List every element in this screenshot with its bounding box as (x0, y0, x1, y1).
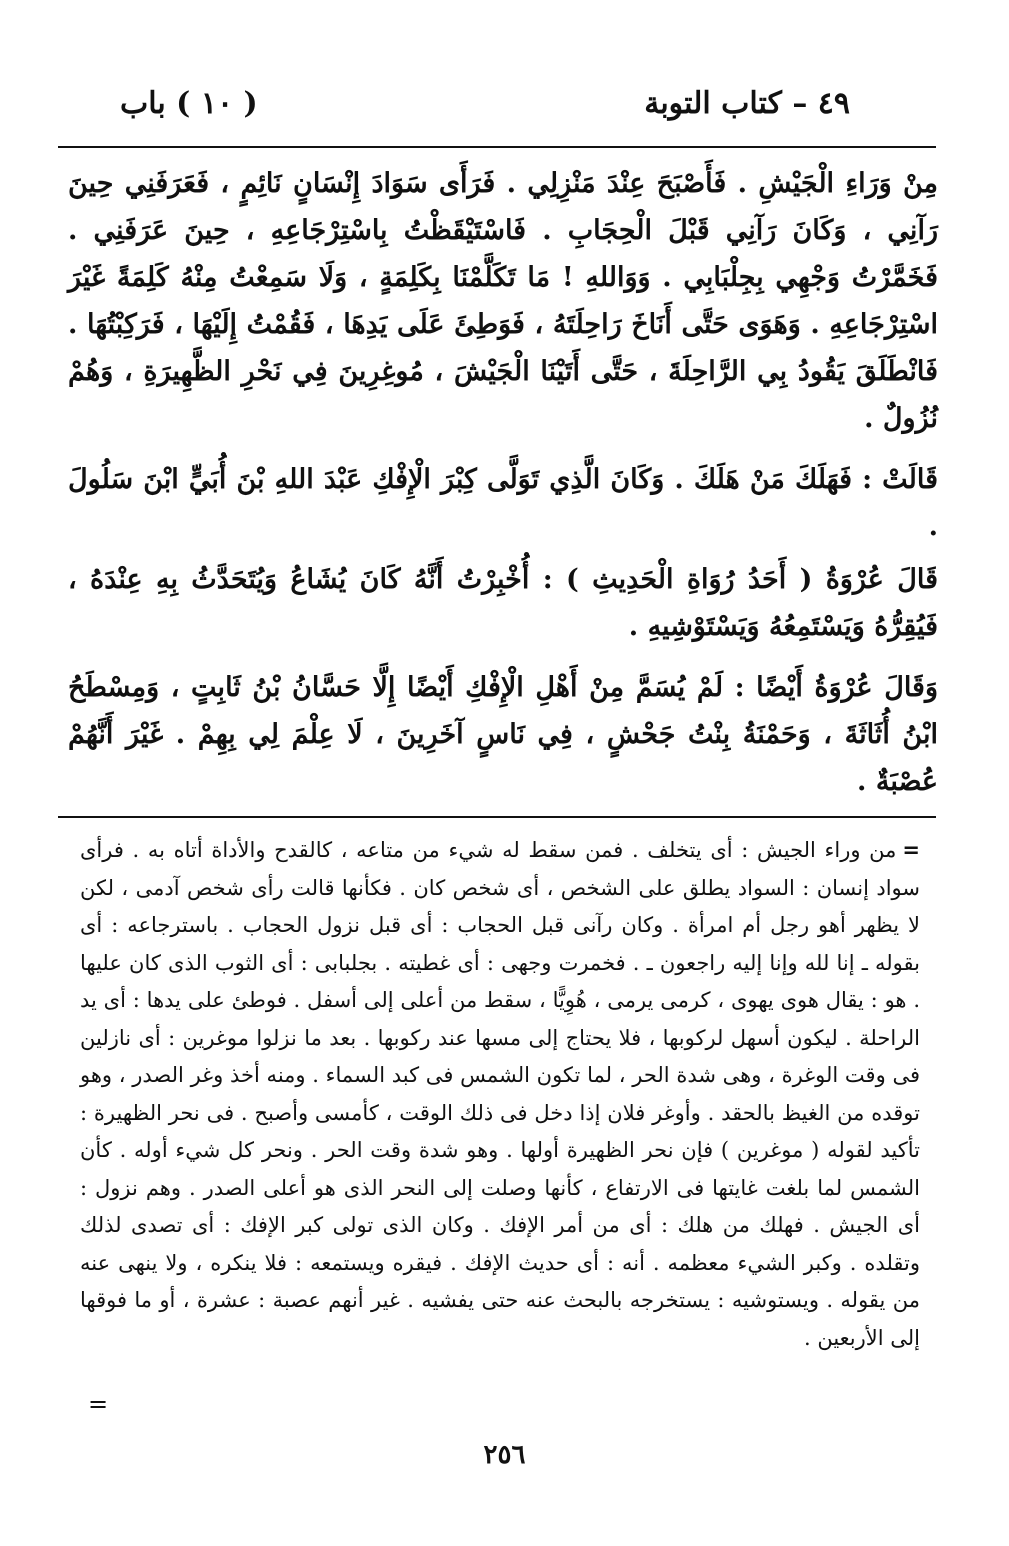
footnote-end-mark: = (88, 1390, 109, 1418)
footnote-start-mark: = (902, 838, 920, 862)
main-text (68, 160, 938, 819)
main-paragraph: قَالَ عُرْوَةُ ( أَحَدُ رُوَاةِ الْحَدِيثِ ) : أُخْبِرْتُ أَنَّهُ كَانَ يُشَاعُ وَيُتَحَدَّثُ بِهِ عِنْدَهُ ، فَيُقِرُّهُ وَيَسْتَمِعُهُ وَيَسْتَوْشِيهِ . (68, 564, 938, 642)
footnote-divider (58, 816, 936, 818)
footnote-text (80, 832, 920, 1357)
footnote-body: من وراء الجيش : أى يتخلف . فمن سقط له شيء من متاعه ، كالقدح والأداة أتاه به . فرأى سواد إنسان : السواد يطلق على الشخص ، أى شخص كان . فكأنها قالت رأى شخص آدمى ، لكن لا يظهر أهو رجل أم امرأة . وكان رآنى قبل الحجاب : أى قبل نزول الحجاب . باسترجاعه : أى بقوله ـ إنا لله وإنا إليه راجعون ـ . فخمرت وجهى : أى غطيته . بجلبابى : أى الثوب الذى كان عليها . هو : يقال هوى يهوى ، كرمى يرمى ، هُوِيًّا ، سقط من أعلى إلى أسفل . فوطئ على يدها : أى يد الراحلة . ليكون أسهل لركوبها ، فلا يحتاج إلى مسها عند ركوبها . بعد ما نزلوا موغرين : أى نازلين فى وقت الوغرة ، وهى شدة الحر ، لما تكون الشمس فى كبد السماء . ومنه أخذ وغر الصدر ، وهو توقده من الغيظ بالحقد . وأوغر فلان إذا دخل فى ذلك الوقت ، كأمسى وأصبح . فى نحر الظهيرة : تأكيد لقوله ( موغرين ) فإن نحر الظهيرة أولها . وهو شدة وقت الحر . ونحر كل شيء أوله . كأن الشمس لما بلغت غايتها فى الارتفاع ، كأنها وصلت إلى النحر الذى هو أعلى الصدر . وهم نزول : أى الجيش . فهلك من هلك : أى من أمر الإفك . وكان الذى تولى كبر الإفك : أى تصدى لذلك وتقلده . وكبر الشيء معظمه . أنه : أى حديث الإفك . فيقره ويستمعه : فلا ينكره ، ولا ينهى عنه من يقوله . ويستوشيه : يستخرجه بالبحث عنه حتى يفشيه . غير أنهم عصبة : عشرة ، أو ما فوقها إلى الأربعين . (80, 838, 920, 1350)
running-title: ٤٩ – كتاب التوبة (644, 85, 850, 121)
main-paragraph: وَقَالَ عُرْوَةُ أَيْضًا : لَمْ يُسَمَّ مِنْ أَهْلِ الْإِفْكِ أَيْضًا إِلَّا حَسَّانُ بْنُ ثَابِتٍ ، وَمِسْطَحُ ابْنُ أُثَاثَةَ ، وَحَمْنَةُ بِنْتُ جَحْشٍ ، فِي نَاسٍ آخَرِينَ ، لَا عِلْمَ لِي بِهِمْ . غَيْرَ أَنَّهُمْ عُصْبَةٌ . (68, 672, 938, 797)
page-number: ٢٥٦ (483, 1440, 526, 1470)
page-header (120, 78, 850, 128)
footnotes (80, 832, 920, 1357)
header-rule (58, 146, 936, 148)
chapter-label: ( ١٠ ) باب (120, 85, 258, 121)
main-paragraph: مِنْ وَرَاءِ الْجَيْشِ . فَأَصْبَحَ عِنْدَ مَنْزِلِي . فَرَأَى سَوَادَ إِنْسَانٍ نَائِمٍ ، فَعَرَفَنِي حِينَ رَآنِي ، وَكَانَ رَآنِي قَبْلَ الْحِجَابِ . فَاسْتَيْقَظْتُ بِاسْتِرْجَاعِهِ ، حِينَ عَرَفَنِي . فَخَمَّرْتُ وَجْهِي بِجِلْبَابِي . وَوَاللهِ ! مَا تَكَلَّمْنَا بِكَلِمَةٍ ، وَلَا سَمِعْتُ مِنْهُ كَلِمَةً غَيْرَ اسْتِرْجَاعِهِ . وَهَوَى حَتَّى أَنَاخَ رَاحِلَتَهُ ، فَوَطِئَ عَلَى يَدِهَا ، فَقُمْتُ إِلَيْهَا ، فَرَكِبْتُهَا . فَانْطَلَقَ يَقُودُ بِي الرَّاحِلَةَ ، حَتَّى أَتَيْنَا الْجَيْشَ ، مُوغِرِينَ فِي نَحْرِ الظَّهِيرَةِ ، وَهُمْ نُزُولٌ . (68, 168, 938, 434)
main-paragraph: قَالَتْ : فَهَلَكَ مَنْ هَلَكَ . وَكَانَ الَّذِي تَوَلَّى كِبْرَ الْإِفْكِ عَبْدَ اللهِ بْنَ أُبَيٍّ ابْنَ سَلُولَ . (68, 464, 938, 542)
